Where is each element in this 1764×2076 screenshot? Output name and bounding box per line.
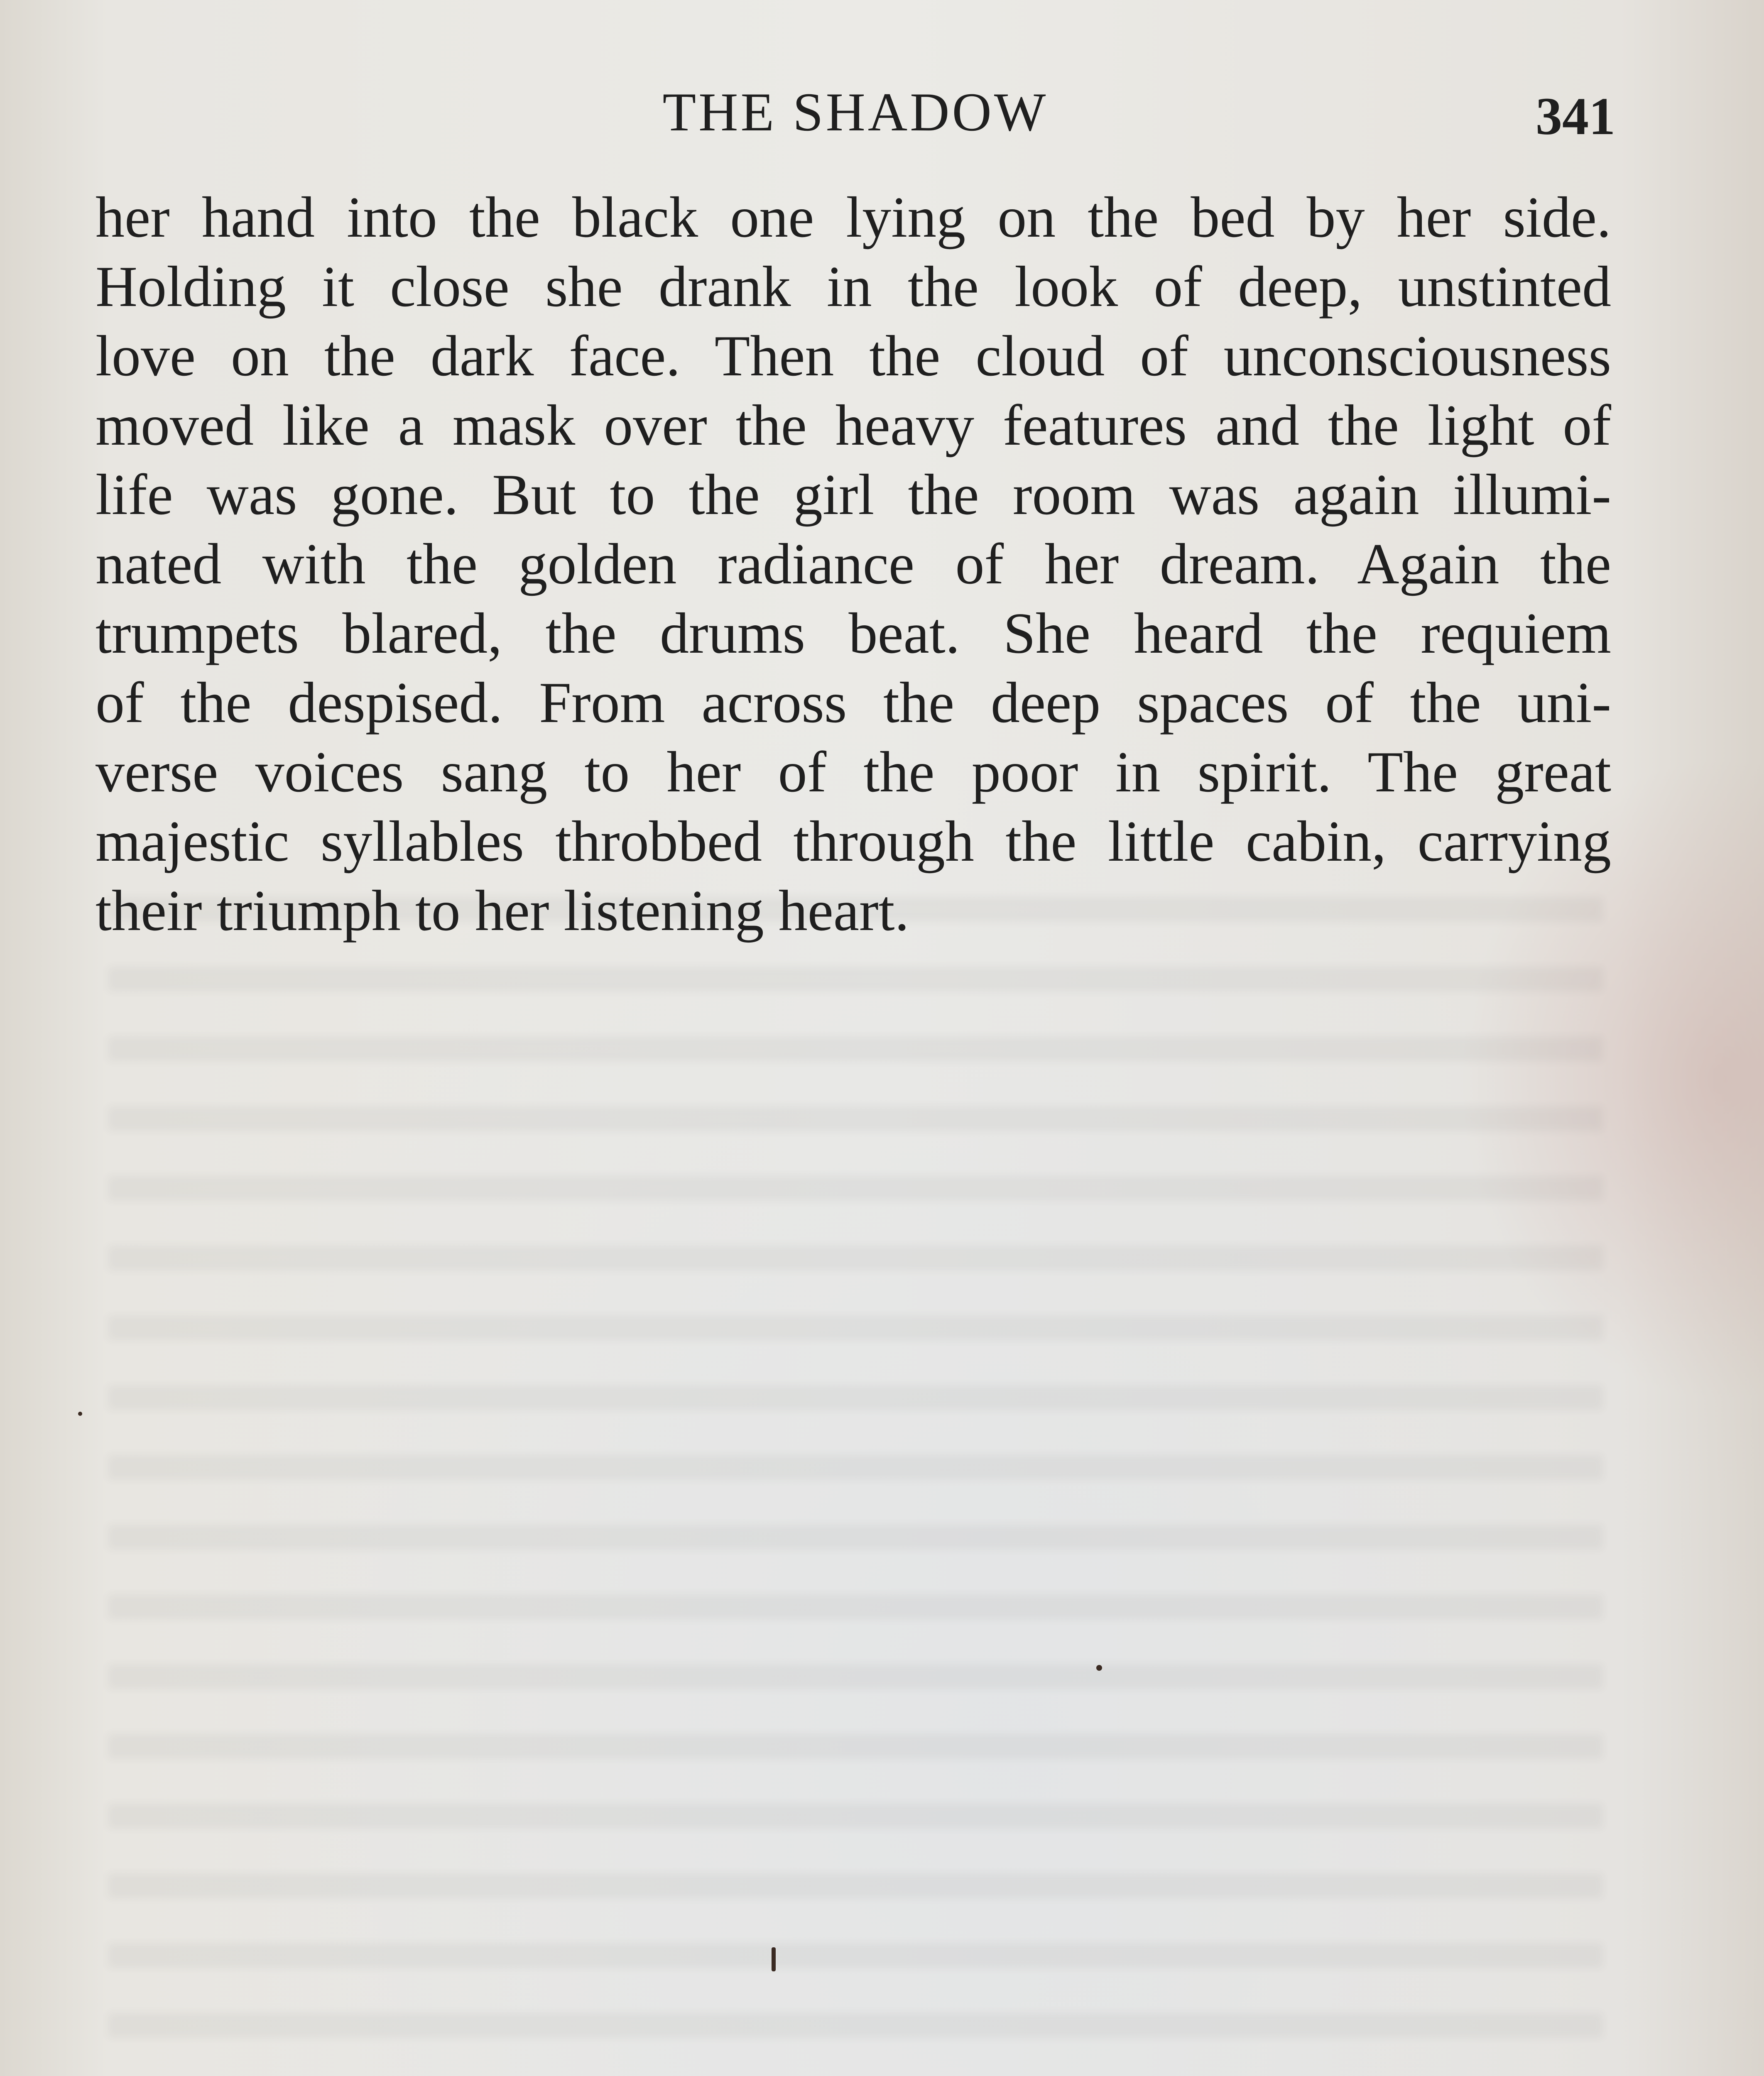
text-line: life was gone. But to the girl the room was again illumi-: [96, 463, 1611, 527]
text-line: majestic syllables throbbed through the little cabin, carrying: [96, 809, 1611, 874]
text-line: trumpets blared, the drums beat. She heard the requiem: [96, 601, 1611, 666]
paper-speck: [1096, 1665, 1102, 1671]
text-line: nated with the golden radiance of her dream. Again the: [96, 532, 1611, 596]
paper-speck: [78, 1412, 82, 1416]
text-line: Holding it close she drank in the look of deep, unstinted: [96, 255, 1611, 319]
paper-speck: [772, 1947, 776, 1971]
text-line: moved like a mask over the heavy features and the light of: [96, 393, 1611, 458]
page-number: 341: [1536, 87, 1615, 146]
bleed-through-texture: [108, 897, 1603, 2076]
body-paragraph: [96, 183, 1611, 945]
text-line: verse voices sang to her of the poor in spirit. The great: [96, 740, 1611, 804]
text-line: love on the dark face. Then the cloud of unconsciousness: [96, 324, 1611, 388]
text-line: their triumph to her listening heart.: [96, 879, 909, 943]
text-line: of the despised. From across the deep spaces of the uni-: [96, 671, 1611, 735]
page-header: [96, 75, 1615, 149]
text-line: her hand into the black one lying on the bed by her side.: [96, 185, 1611, 250]
running-head: THE SHADOW: [662, 81, 1049, 142]
